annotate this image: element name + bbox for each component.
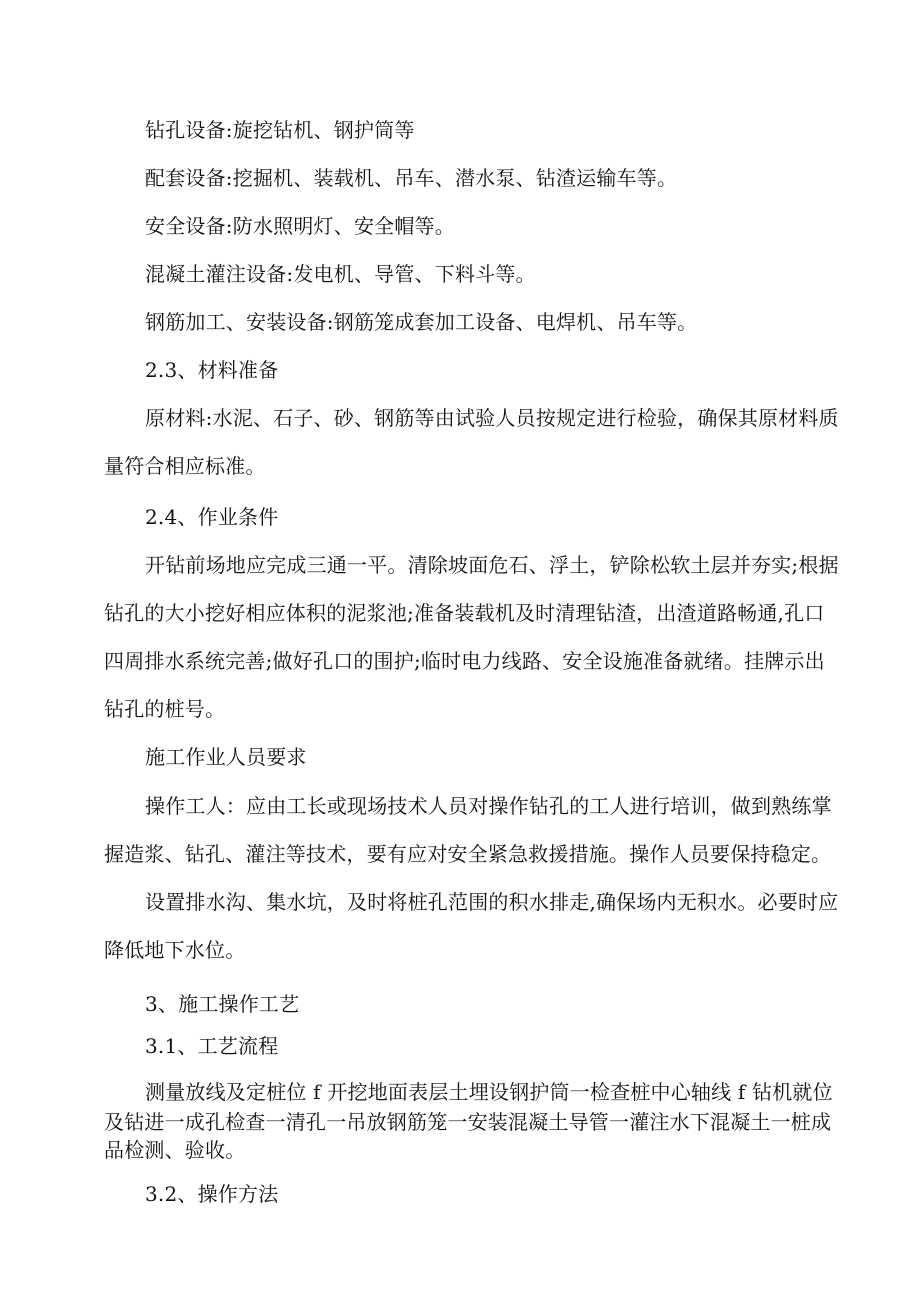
personnel-paragraph-line-1: 操作工人：应由工长或现场技术人员对操作钻孔的工人进行培训，做到熟练掌	[145, 794, 832, 818]
section-3-1-heading: 3.1、工艺流程	[145, 1034, 279, 1058]
conditions-paragraph-line-3: 四周排水系统完善;做好孔口的围护;临时电力线路、安全设施准备就绪。挂牌示出	[104, 649, 825, 673]
section-3-heading: 3、施工操作工艺	[145, 992, 300, 1016]
section-2-3-heading: 2.3、材料准备	[145, 358, 279, 382]
conditions-paragraph-line-4: 钻孔的桩号。	[104, 697, 226, 721]
rebar-equipment-line: 钢筋加工、安装设备:钢筋笼成套加工设备、电焊机、吊车等。	[145, 310, 698, 334]
section-2-4-heading: 2.4、作业条件	[145, 505, 279, 529]
drainage-paragraph-line-1: 设置排水沟、集水坑，及时将桩孔范围的积水排走,确保场内无积水。必要时应	[145, 890, 839, 914]
process-flow-line-2: 及钻进一成孔检查一清孔一吊放钢筋笼一安装混凝土导管一灌注水下混凝土一桩成	[104, 1110, 832, 1134]
personnel-paragraph-line-2: 握造浆、钻孔、灌注等技术，要有应对安全紧急救援措施。操作人员要保持稳定。	[104, 842, 832, 866]
process-flow-line-1: 测量放线及定桩位 f 开挖地面表层土埋设钢护筒一检查桩中心轴线 f 钻机就位	[145, 1080, 833, 1104]
conditions-paragraph-line-1: 开钻前场地应完成三通一平。清除坡面危石、浮土，铲除松软土层并夯实;根据	[145, 553, 839, 577]
drainage-paragraph-line-2: 降低地下水位。	[104, 938, 246, 962]
safety-equipment-line: 安全设备:防水照明灯、安全帽等。	[145, 214, 455, 238]
section-3-2-heading: 3.2、操作方法	[145, 1182, 279, 1206]
concrete-pouring-equipment-line: 混凝土灌注设备:发电机、导管、下料斗等。	[145, 262, 536, 286]
materials-paragraph-line-1: 原材料:水泥、石子、砂、钢筋等由试验人员按规定进行检验，确保其原材料质	[145, 406, 839, 430]
personnel-heading: 施工作业人员要求	[145, 745, 307, 769]
process-flow-line-3: 品检测、验收。	[104, 1138, 246, 1162]
drilling-equipment-line: 钻孔设备:旋挖钻机、钢护筒等	[145, 118, 415, 142]
supporting-equipment-line: 配套设备:挖掘机、装载机、吊车、潜水泵、钻渣运输车等。	[145, 166, 678, 190]
materials-paragraph-line-2: 量符合相应标准。	[104, 454, 266, 478]
conditions-paragraph-line-2: 钻孔的大小挖好相应体积的泥浆池;准备装载机及时清理钻渣，出渣道路畅通,孔口	[104, 601, 825, 625]
